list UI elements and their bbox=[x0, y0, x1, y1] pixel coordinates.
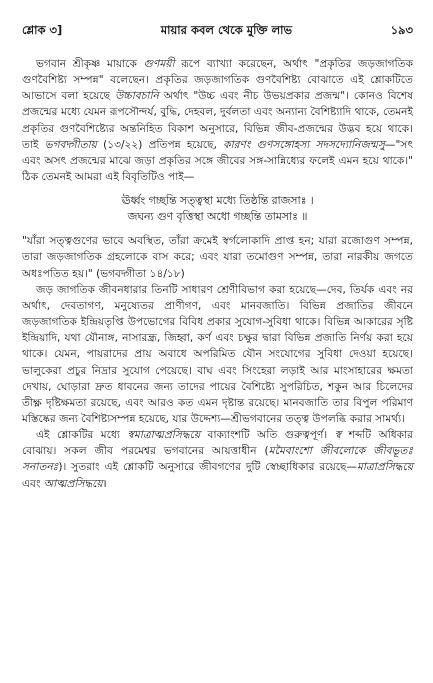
term-uccavacani: উচ্চাবচানি bbox=[114, 90, 159, 103]
text-run: ভগবান শ্রীকৃষ্ণ মায়াকে bbox=[36, 58, 144, 70]
running-title: মায়ার কবল থেকে মুক্তি লাভ bbox=[160, 23, 293, 37]
term-svamatratma: স্বমাত্রাত্মপ্রসিদ্ধয়ে bbox=[127, 429, 201, 442]
text-run: (১৩/২২) প্রতিপন্ন হয়েছে, bbox=[96, 138, 224, 151]
text-run: । bbox=[102, 477, 107, 490]
verse-reference: শ্লোক ৩] bbox=[22, 23, 63, 37]
page-header bbox=[22, 0, 413, 48]
term-gunamayi: গুণময়ী bbox=[143, 58, 175, 70]
verse-line-2: জঘন্য গুণ বৃত্তিস্থা অধো গচ্ছন্তি তামসাঃ ॥ bbox=[127, 210, 308, 224]
page-number: ১৯৩ bbox=[390, 23, 413, 37]
text-run: এবং bbox=[22, 477, 44, 490]
paragraph-1 bbox=[22, 56, 413, 185]
text-run: —"সৎ এবং অসৎ প্রজন্মের মাঝে জড়া প্রকৃতির সঙ্গে জীবের সঙ্গ-সান্নিধ্যের ফলেই এমন হয়ে থাকে।" ঠিক তেমনই আমরা এই বিবৃতিটিও পাই— bbox=[22, 138, 414, 184]
sanskrit-verse bbox=[22, 193, 413, 225]
paragraph-3 bbox=[22, 427, 413, 492]
term-matraprasiddhaye: মাত্রাপ্রসিদ্ধয়ে bbox=[356, 461, 413, 474]
text-run: শব্দটি অধিকার বোঝায়। সকল জীব পরমেশ্বর ভগবানের আয়ত্তাধীন ( bbox=[22, 429, 413, 458]
verse-translation: "যাঁরা সত্ত্বগুণের ভাবে অবস্থিত, তাঁরা ক্রমেই স্বর্গলোকাদি প্রাপ্ত হন; যারা রজোগুণ সম্পন্ন, তারা জড়জাগতিক গ্রহলোকে বাস করে; এবং যারা তমোগুণ সম্পন্ন, তারা নারকীয় জগতে অধঃপতিত হয়।" (ভগবদ্গীতা ১৪/১৮) bbox=[22, 235, 413, 280]
term-sva: স্ব bbox=[334, 429, 342, 442]
page-body bbox=[22, 56, 413, 492]
paragraph-2: জড় জাগতিক জীবনধারার তিনটি সাধারণ শ্রেণীবিভাগ করা হয়েছে—দেব, তির্যক এবং নর অর্থাৎ, দেবতাগণ, মনুষ্যেতর প্রাণীগণ, এবং মানবজাতি। বিভিন্ন প্রজাতির জীবনে জড়জাগতিক ইন্দ্রিয়তৃপ্তি উপভোগের বিবিধ প্রকার সুযোগ-সুবিধা থাকে। বিভিন্ন আকারের সৃষ্টি ইন্দ্রিয়াদি, যথা যৌনাঙ্গ, নাসারন্ধ্র, জিহ্বা, কর্ণ এবং চক্ষুর দ্বারা বিভিন্ন প্রজাতি নির্ণয় করা হয়ে থাকে। যেমন, পায়রাদের প্রায় অবাধে অপরিমিত যৌন সংযোগের সুবিধা দেওয়া হয়েছে। ভালুকেরা প্রচুর নিদ্রার সুযোগ পেয়েছে। বাঘ এবং সিংহেরা লড়াই আর মাংসাহারের ক্ষমতা দেখায়, ঘোড়ারা দ্রুত ধাবনের জন্য তাদের পায়ের বৈশিষ্ট্যে সুপরিচিত, শকুন আর চিলেদের তীক্ষ্ণ দৃষ্টিক্ষমতা রয়েছে, এবং আরও কত এমন দৃষ্টান্ত রয়েছে। মানবজাতি তার বিপুল পরিমাণ মস্তিষ্কের জন্য বৈশিষ্ট্যসম্পন্ন হয়েছে, যার উদ্দেশ্য—শ্রীভগবানের তত্ত্ব উপলব্ধি করার সামর্থ্য। bbox=[22, 283, 413, 425]
text-run: এই শ্লোকটির মধ্যে bbox=[36, 429, 128, 442]
text-run: অর্থাৎ "উচ্চ এবং নীচ উভয়প্রকার প্রজন্ম"। কোনও বিশেষ প্রজন্মের মধ্যে যেমন রূপসৌন্দর্য, বুদ্ধি, দেহবল, দুর্বলতা এবং অন্যান্য বৈশিষ্ট্যাদি থাকে, তেমনই প্রকৃতির গুণবৈশিষ্ট্যের অন্তনিহিত বিকাশ অনুসারে, বিভিন্ন জীব-প্রজন্মের উদ্ভব হয়ে থাকে। তাই bbox=[22, 90, 413, 151]
term-atmaprasiddhaye: আত্মপ্রসিদ্ধয়ে bbox=[43, 477, 103, 490]
text-run: বাক্যাংশটি অতি গুরুত্বপূর্ণ। bbox=[200, 429, 335, 442]
term-bhagavad-gita: ভগবদ্গীতায় bbox=[44, 138, 97, 151]
verse-line-1: ঊর্ধ্বং গচ্ছন্তি সত্ত্বস্থা মধ্যে তিষ্ঠন্তি রাজসাঃ । bbox=[121, 194, 314, 208]
sanskrit-quote: কারণং গুণসঙ্গোহস্য সদসদ্যোনিজন্মসু bbox=[223, 138, 385, 151]
text-run: )। সুতরাং এই শ্লোকটি অনুসারে জীবগণের দুটি স্বেচ্ছাধিকার রয়েছে— bbox=[58, 461, 357, 474]
sanskrit-quote-2: মমৈবাংশো জীবলোকে জীবভূতঃ সনাতনঃ bbox=[22, 445, 414, 474]
text-run: রূপে ব্যাখ্যা করেছেন, অর্থাৎ "প্রকৃতির জড়জাগতিক গুণবৈশিষ্ট্য সম্পন্ন" বলেছেন। প্রকৃতির জড়জাগতিক গুণবৈশিষ্ট্য বোঝাতে এই শ্লোকটিতে আভাসে বলা হয়েছে bbox=[22, 58, 413, 103]
